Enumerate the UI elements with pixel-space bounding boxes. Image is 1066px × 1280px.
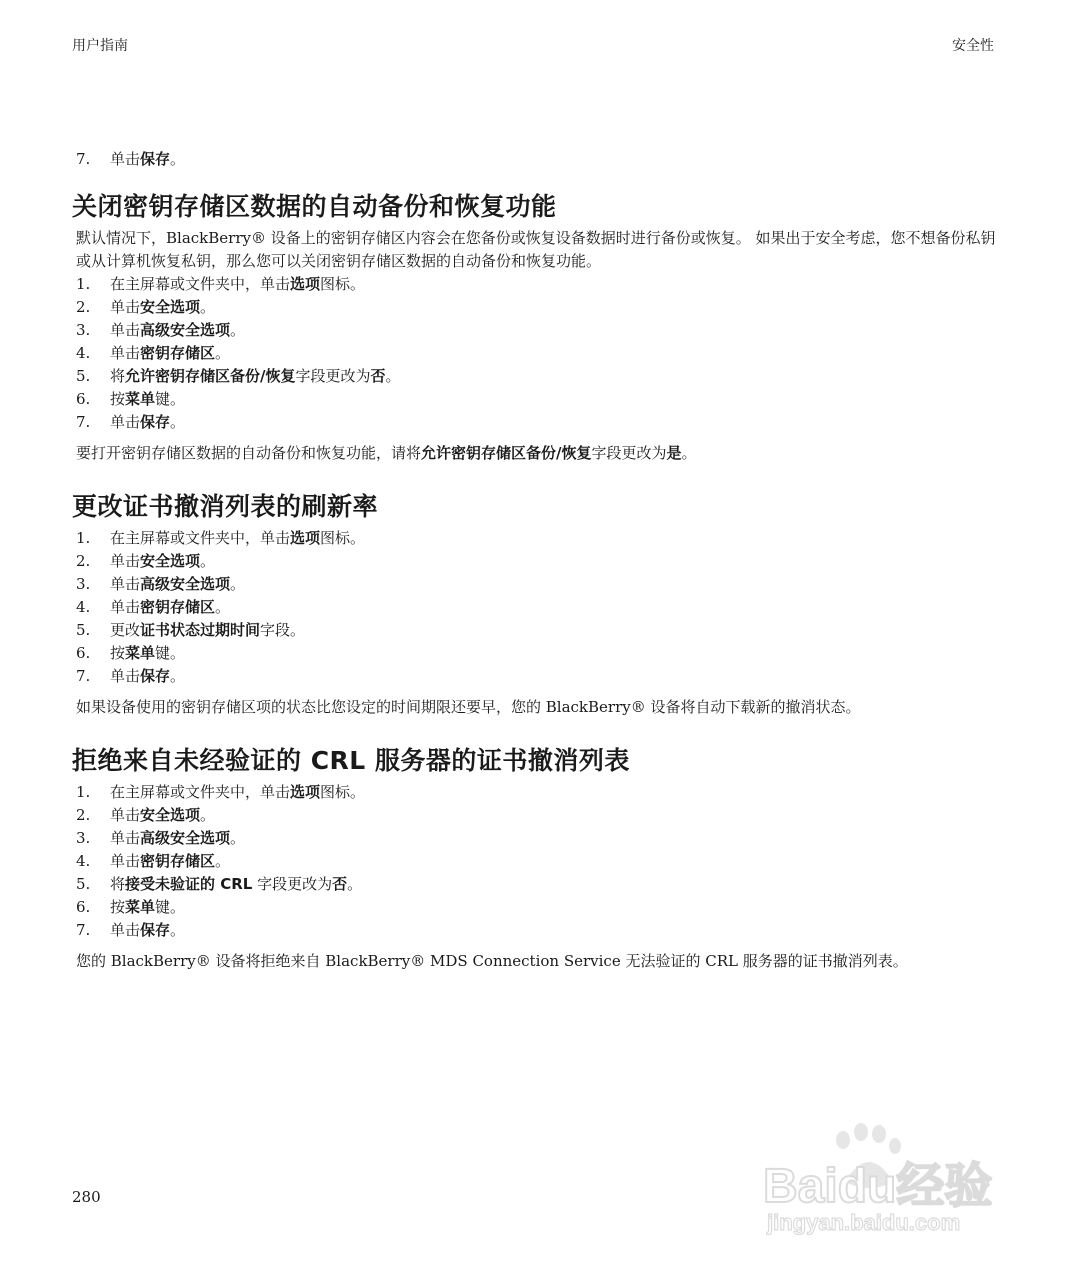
step-item (72, 550, 997, 573)
step-text (110, 319, 245, 342)
step-list (72, 273, 997, 434)
ui-term: 密钥存储区 (140, 598, 216, 616)
text-run: 。 (170, 150, 186, 168)
step-number: 2. (76, 806, 91, 824)
section-note (76, 696, 997, 719)
ui-term: 允许密钥存储区备份/恢复 (125, 367, 296, 385)
text-run: 。 (230, 829, 246, 847)
text-run: 。 (170, 667, 186, 685)
step-text (110, 781, 365, 804)
section-title: 拒绝来自未经验证的 CRL 服务器的证书撤消列表 (72, 746, 630, 775)
ui-term: 菜单 (125, 644, 156, 662)
step-number: 2. (76, 298, 91, 316)
ui-term: 安全选项 (140, 806, 201, 824)
step-text (110, 827, 245, 850)
ui-term: 菜单 (125, 898, 156, 916)
ui-term: 允许密钥存储区备份/恢复 (421, 444, 592, 462)
step-number: 4. (76, 344, 91, 362)
text-run: 。 (200, 552, 216, 570)
text-run: 字段更改为 (252, 875, 333, 893)
step-number: 1. (76, 783, 91, 801)
step-item (72, 642, 997, 665)
header-left: 用户指南 (72, 38, 128, 54)
step-text (110, 388, 185, 411)
step-number: 5. (76, 621, 91, 639)
text-run: 单击 (110, 298, 141, 316)
text-run: 单击 (110, 921, 141, 939)
section-note (76, 442, 997, 465)
text-run: 按 (110, 898, 126, 916)
text-run: 图标。 (320, 529, 366, 547)
ui-term: 选项 (290, 529, 321, 547)
step-text (110, 596, 230, 619)
text-run: 字段更改为 (591, 444, 667, 462)
ui-term: 高级安全选项 (140, 321, 231, 339)
ui-term: 否 (332, 875, 348, 893)
text-run: 单击 (110, 667, 141, 685)
text-run: 单击 (110, 829, 141, 847)
text-run: 。 (347, 875, 363, 893)
ui-term: 安全选项 (140, 298, 201, 316)
ui-term: 保存 (140, 667, 171, 685)
text-run: 您的 BlackBerry® 设备将拒绝来自 BlackBerry® MDS Connection Service 无法验证的 CRL 服务器的证书撤消列表。 (76, 952, 908, 970)
text-run: 更改 (110, 621, 141, 639)
step-item (72, 527, 997, 550)
section (72, 745, 997, 973)
ui-term: 保存 (140, 150, 171, 168)
step-number: 5. (76, 367, 91, 385)
text-run: 。 (170, 413, 186, 431)
section (72, 491, 997, 719)
text-run: 图标。 (320, 275, 366, 293)
step-number: 6. (76, 644, 91, 662)
step-text (110, 873, 362, 896)
text-run: 字段更改为 (295, 367, 371, 385)
text-run: 单击 (110, 321, 141, 339)
text-run: 。 (215, 852, 231, 870)
text-run: 单击 (110, 552, 141, 570)
step-item (72, 919, 997, 942)
step-text (110, 804, 215, 827)
text-run: 按 (110, 644, 126, 662)
text-run: 单击 (110, 575, 141, 593)
text-run: 单击 (110, 598, 141, 616)
step-text (110, 896, 185, 919)
step-item (72, 665, 997, 688)
step-list (72, 527, 997, 688)
text-run: 字段。 (260, 621, 306, 639)
step-item (72, 873, 997, 896)
step-item (72, 342, 997, 365)
text-run: 。 (200, 298, 216, 316)
step-number: 3. (76, 829, 91, 847)
step-text (110, 665, 185, 688)
step-text (110, 573, 245, 596)
text-run: 。 (385, 367, 401, 385)
ui-term: 保存 (140, 413, 171, 431)
step-text (110, 527, 365, 550)
step-list (72, 781, 997, 942)
step-text (110, 850, 230, 873)
text-run: 单击 (110, 806, 141, 824)
sections (72, 191, 997, 973)
text-run: 。 (681, 444, 697, 462)
ui-term: 证书状态过期时间 (140, 621, 261, 639)
step-item (72, 319, 997, 342)
page-header (72, 35, 994, 55)
section-title: 关闭密钥存储区数据的自动备份和恢复功能 (72, 192, 557, 221)
step-text (110, 619, 305, 642)
text-run: 单击 (110, 852, 141, 870)
step-number: 1. (76, 275, 91, 293)
text-run: 在主屏幕或文件夹中，单击 (110, 783, 291, 801)
step-item (72, 619, 997, 642)
step-item (72, 596, 997, 619)
document-body (72, 148, 997, 999)
section (72, 191, 997, 465)
watermark-url: jingyan.baidu.com (767, 1210, 961, 1235)
step-text (110, 411, 185, 434)
ui-term: 保存 (140, 921, 171, 939)
text-run: 键。 (155, 644, 186, 662)
step-item (72, 850, 997, 873)
step-item (72, 827, 997, 850)
text-run: 要打开密钥存储区数据的自动备份和恢复功能，请将 (76, 444, 422, 462)
step-item (72, 573, 997, 596)
text-run: 图标。 (320, 783, 366, 801)
text-run: 在主屏幕或文件夹中，单击 (110, 529, 291, 547)
text-run: 如果设备使用的密钥存储区项的状态比您设定的时间期限还要早，您的 BlackBerry® 设备将自动下载新的撤消状态。 (76, 698, 861, 716)
ui-term: 高级安全选项 (140, 829, 231, 847)
step-item (72, 148, 997, 171)
step-number: 2. (76, 552, 91, 570)
text-run: 键。 (155, 390, 186, 408)
step-item (72, 804, 997, 827)
step-number: 1. (76, 529, 91, 547)
step-number: 7. (76, 150, 91, 168)
step-number: 3. (76, 321, 91, 339)
step-text (110, 148, 185, 171)
text-run: 单击 (110, 413, 141, 431)
text-run: 在主屏幕或文件夹中，单击 (110, 275, 291, 293)
step-text (110, 919, 185, 942)
step-text (110, 342, 230, 365)
step-item (72, 388, 997, 411)
step-number: 5. (76, 875, 91, 893)
ui-term: 选项 (290, 275, 321, 293)
baidu-jingyan-watermark (745, 1120, 1005, 1240)
step-text (110, 642, 185, 665)
section-note (76, 950, 997, 973)
step-item (72, 296, 997, 319)
step-item (72, 781, 997, 804)
text-run: 键。 (155, 898, 186, 916)
ui-term: 是 (666, 444, 682, 462)
ui-term: 密钥存储区 (140, 344, 216, 362)
step-number: 3. (76, 575, 91, 593)
ui-term: 否 (370, 367, 386, 385)
step-number: 6. (76, 898, 91, 916)
step-number: 7. (76, 413, 91, 431)
step-number: 7. (76, 667, 91, 685)
ui-term: 菜单 (125, 390, 156, 408)
ui-term: 安全选项 (140, 552, 201, 570)
section-title: 更改证书撤消列表的刷新率 (72, 492, 379, 521)
text-run: 将 (110, 367, 126, 385)
ui-term: 高级安全选项 (140, 575, 231, 593)
text-run: 。 (215, 598, 231, 616)
text-run: 单击 (110, 344, 141, 362)
text-run: 按 (110, 390, 126, 408)
step-number: 4. (76, 852, 91, 870)
text-run: 。 (170, 921, 186, 939)
text-run: 单击 (110, 150, 141, 168)
step-number: 6. (76, 390, 91, 408)
text-run: 。 (230, 321, 246, 339)
section-paragraph: 默认情况下，BlackBerry® 设备上的密钥存储区内容会在您备份或恢复设备数据时进行备份或恢复。 如果出于安全考虑，您不想备份私钥或从计算机恢复私钥，那么您可以关闭密钥存储区数据的自动备份和恢复功能。 (76, 229, 996, 270)
step-item (72, 273, 997, 296)
step-text (110, 550, 215, 573)
header-right: 安全性 (952, 38, 994, 54)
ui-term: 选项 (290, 783, 321, 801)
text-run: 将 (110, 875, 126, 893)
step-item (72, 896, 997, 919)
watermark-brand: Baidu经验 (763, 1160, 993, 1213)
intro-step (72, 148, 997, 171)
step-text (110, 365, 401, 388)
step-text (110, 273, 365, 296)
page-number: 280 (72, 1188, 101, 1206)
text-run: 。 (230, 575, 246, 593)
step-number: 4. (76, 598, 91, 616)
text-run: 。 (200, 806, 216, 824)
ui-term: 密钥存储区 (140, 852, 216, 870)
step-number: 7. (76, 921, 91, 939)
step-item (72, 411, 997, 434)
text-run: 。 (215, 344, 231, 362)
step-item (72, 365, 997, 388)
step-text (110, 296, 215, 319)
ui-term: 接受未验证的 CRL (125, 875, 253, 893)
